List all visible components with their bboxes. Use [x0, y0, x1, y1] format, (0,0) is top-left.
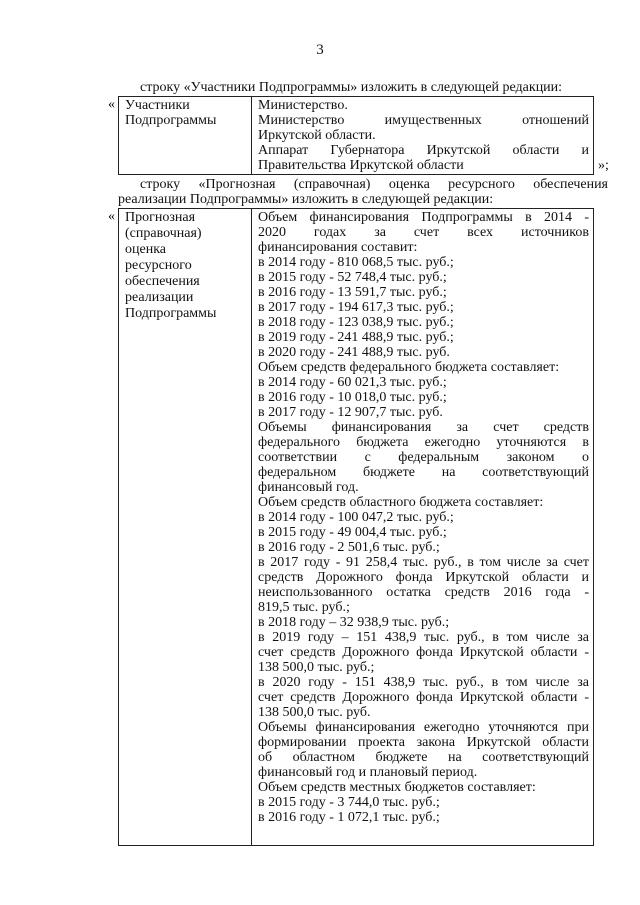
open-quote-1: «: [108, 97, 115, 112]
t2-line: 2020 годах за счет всех источников: [258, 225, 589, 240]
t2-line: об областном бюджете на соответствующий: [258, 750, 589, 765]
t1l-line: Подпрограммы: [125, 113, 217, 128]
t2-line: 819,5 тыс. руб.;: [258, 600, 350, 615]
t1l-line: Участники: [125, 98, 190, 113]
t2-line: в 2016 году - 13 591,7 тыс. руб.;: [258, 285, 447, 300]
t2-line: в 2018 году – 32 938,9 тыс. руб.;: [258, 615, 450, 630]
participants-table: [118, 96, 594, 175]
t2-line: в 2017 году - 12 907,7 тыс. руб.: [258, 405, 443, 420]
intro-resource-line2: реализации Подпрограммы» изложить в следующей редакции:: [118, 192, 494, 207]
t2-line: в 2020 году - 151 438,9 тыс. руб., в том числе за: [258, 675, 589, 690]
t2-line: формировании проекта закона Иркутской области: [258, 735, 589, 750]
t2l-line: Подпрограммы: [125, 306, 217, 321]
t1-line: Аппарат Губернатора Иркутской области и: [258, 143, 589, 158]
t2-line: в 2020 году - 241 488,9 тыс. руб.: [258, 345, 450, 360]
t2l-line: ресурсного: [125, 258, 192, 273]
t2-line: Объемы финансирования за счет средств: [258, 420, 589, 435]
open-quote-2: «: [108, 209, 115, 224]
t2-line: Объем средств местных бюджетов составляет:: [258, 780, 536, 795]
t2-line: в 2015 году - 49 004,4 тыс. руб.;: [258, 525, 447, 540]
resource-table: [118, 208, 594, 846]
t2-line: в 2016 году - 2 501,6 тыс. руб.;: [258, 540, 440, 555]
t2-line: в 2015 году - 3 744,0 тыс. руб.;: [258, 795, 440, 810]
t2l-line: (справочная): [125, 226, 202, 241]
t1-line: Министерство.: [258, 98, 348, 113]
t2-line: в 2017 году - 194 617,3 тыс. руб.;: [258, 300, 454, 315]
t2-line: счет средств Дорожного фонда Иркутской области -: [258, 690, 589, 705]
t2-line: финансовый год.: [258, 480, 359, 495]
t2-line: федерального бюджета ежегодно уточняются в: [258, 435, 589, 450]
t2-line: в 2014 году - 810 068,5 тыс. руб.;: [258, 255, 454, 270]
t1-line: Министерство имущественных отношений: [258, 113, 589, 128]
participants-value-cell: [252, 97, 594, 175]
t2-line: в 2019 году – 151 438,9 тыс. руб., в том числе за: [258, 630, 589, 645]
t2-line: Объем средств федерального бюджета составляет:: [258, 360, 560, 375]
t2-line: счет средств Дорожного фонда Иркутской области -: [258, 645, 589, 660]
t1-line: Правительства Иркутской области: [258, 158, 464, 173]
t2-line: Объем финансирования Подпрограммы в 2014 -: [258, 210, 589, 225]
t2-line: 138 500,0 тыс. руб.;: [258, 660, 375, 675]
page-number: 3: [316, 42, 324, 58]
t2-line: федеральном бюджете на соответствующий: [258, 465, 589, 480]
t2-line: в 2015 году - 52 748,4 тыс. руб.;: [258, 270, 447, 285]
t2-line: в 2016 году - 10 018,0 тыс. руб.;: [258, 390, 447, 405]
intro-resource-line1: строку «Прогнозная (справочная) оценка ресурсного обеспечения: [140, 177, 608, 192]
t2-line: в 2017 году - 91 258,4 тыс. руб., в том числе за счет: [258, 555, 589, 570]
t2-line: финансовый год и плановый период.: [258, 765, 478, 780]
t2-line: 138 500,0 тыс. руб.: [258, 705, 371, 720]
t2-line: в 2019 году - 241 488,9 тыс. руб.;: [258, 330, 454, 345]
t2-line: в 2014 году - 60 021,3 тыс. руб.;: [258, 375, 447, 390]
t2l-line: обеспечения: [125, 274, 200, 289]
t2-line: в 2018 году - 123 038,9 тыс. руб.;: [258, 315, 454, 330]
t2-line: в 2016 году - 1 072,1 тыс. руб.;: [258, 810, 440, 825]
t2-line: средств Дорожного фонда Иркутской области и: [258, 570, 589, 585]
intro-participants: строку «Участники Подпрограммы» изложить в следующей редакции:: [140, 80, 563, 95]
t2l-line: реализации: [125, 290, 194, 305]
resource-label-cell: [119, 209, 252, 846]
t2-line: соответствии с федеральным законом о: [258, 450, 589, 465]
t1-line: Иркутской области.: [258, 128, 376, 143]
t2-line: неиспользованного остатка средств 2016 года -: [258, 585, 589, 600]
close-quote-1: »;: [598, 158, 609, 173]
t2-line: финансирования составит:: [258, 240, 418, 255]
t2l-line: Прогнозная: [125, 210, 196, 225]
t2-line: Объемы финансирования ежегодно уточняются при: [258, 720, 589, 735]
t2-line: Объем средств областного бюджета составляет:: [258, 495, 544, 510]
participants-label-cell: [119, 97, 252, 175]
resource-value-cell: [252, 209, 594, 846]
t2-line: в 2014 году - 100 047,2 тыс. руб.;: [258, 510, 454, 525]
t2l-line: оценка: [125, 242, 167, 257]
